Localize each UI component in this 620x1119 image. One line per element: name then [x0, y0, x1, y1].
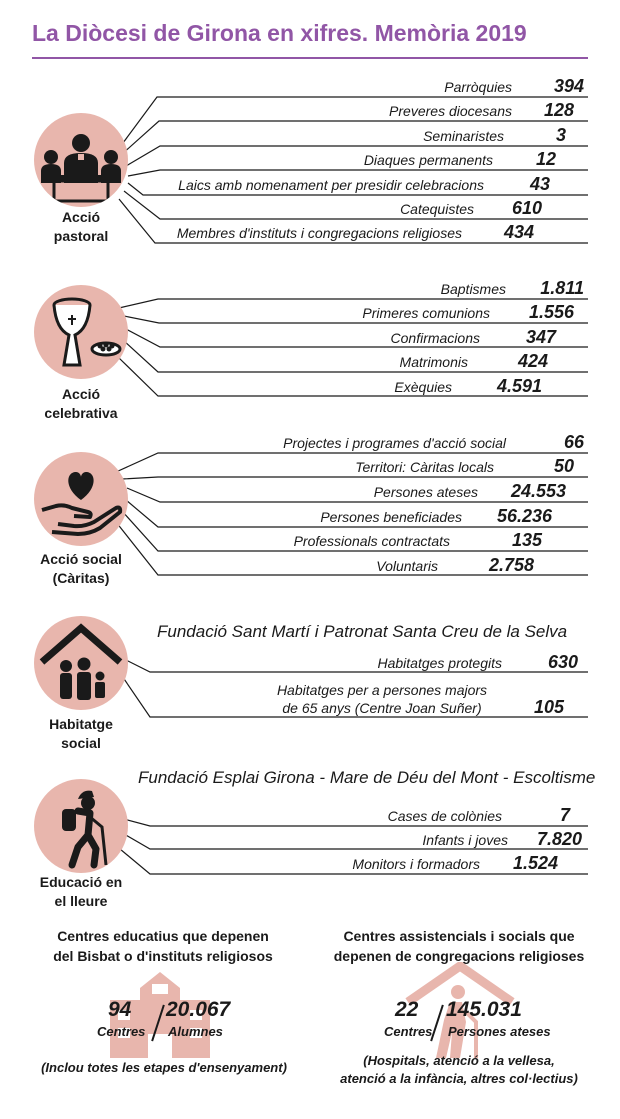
habitatge-org-title: Fundació Sant Martí i Patronat Santa Creu de la Selva [157, 622, 568, 641]
title-line: depenen de congregacions religioses [333, 948, 585, 964]
stat-value: 66 [563, 432, 584, 452]
stat-value: 3 [555, 125, 566, 145]
celebrativa-icon-circle [34, 285, 128, 379]
label-line: pastoral [53, 228, 109, 244]
label-line: Acció [61, 386, 101, 402]
care-centres-note [318, 1052, 600, 1088]
hiker-icon [34, 779, 128, 873]
schools-count: 94 [108, 998, 132, 1021]
stat-label: Preveres diocesans [389, 103, 512, 119]
stat-label: Exèquies [394, 379, 452, 395]
stat-value: 394 [553, 76, 584, 96]
stat-label: Persones ateses [373, 484, 478, 500]
heart-hand-icon [34, 452, 128, 546]
stat-value: 1.811 [540, 278, 584, 298]
people-served-caption: Persones ateses [448, 1024, 551, 1039]
stat-label: Seminaristes [423, 128, 504, 144]
page-title: La Diòcesi de Girona en xifres. Memòria 2019 [32, 20, 527, 46]
stat-label: Primeres comunions [362, 305, 490, 321]
stat-label: Baptismes [440, 281, 506, 297]
note-line: (Hospitals, atenció a la vellesa, [363, 1053, 555, 1068]
stat-value: 2.758 [488, 555, 534, 575]
stat-label: Habitatges protegits [377, 655, 502, 671]
stat-value: 1.524 [512, 853, 558, 873]
chalice-icon [34, 285, 128, 379]
stat-value: 1.556 [528, 302, 574, 322]
priest-icon [34, 113, 128, 207]
pastoral-section-label [16, 208, 146, 246]
social-section-label [16, 550, 146, 588]
stat-value: 610 [511, 198, 542, 218]
stat-value: 105 [533, 697, 564, 717]
schools-title [28, 926, 298, 966]
stat-value: 4.591 [496, 376, 542, 396]
students-count-caption: Alumnes [168, 1024, 223, 1039]
stat-label: Voluntaris [376, 558, 438, 574]
label-line: de 65 anys (Centre Joan Suñer) [282, 700, 482, 716]
stat-label: Infants i joves [422, 832, 508, 848]
lleure-section-label [16, 873, 146, 911]
stat-value: 135 [511, 530, 542, 550]
stat-label: Projectes i programes d'acció social [283, 435, 506, 451]
stat-label: Parròquies [444, 79, 512, 95]
stat-value: 424 [517, 351, 548, 371]
care-centres-title [318, 926, 600, 966]
label-line: celebrativa [44, 405, 118, 421]
stat-value: 43 [529, 174, 550, 194]
stat-value: 7 [559, 805, 570, 825]
label-line: Habitatge [49, 716, 113, 732]
social-icon-circle [34, 452, 128, 546]
stat-value: 347 [525, 327, 556, 347]
stat-label: Laics amb nomenament per presidir celebracions [178, 177, 484, 193]
label-line: Educació en [39, 874, 123, 890]
stat-value: 630 [547, 652, 578, 672]
stat-value: 128 [543, 100, 574, 120]
title-line: Centres educatius que depenen [57, 928, 269, 944]
care-centres-count: 22 [395, 998, 419, 1021]
label-line: Habitatges per a persones majors [276, 682, 488, 698]
label-line: Acció social [40, 551, 122, 567]
title-line: del Bisbat o d'instituts religiosos [53, 948, 273, 964]
schools-count-caption: Centres [97, 1024, 146, 1039]
habitatge-section-label [16, 715, 146, 753]
house-family-icon [34, 616, 128, 710]
students-count: 20.067 [166, 998, 231, 1021]
label-line: Acció [61, 209, 101, 225]
stat-label [262, 681, 502, 717]
stat-label: Professionals contractats [293, 533, 450, 549]
stat-value: 12 [535, 149, 556, 169]
schools-note: (Inclou totes les etapes d'ensenyament) [41, 1060, 287, 1075]
stat-label: Persones beneficiades [320, 509, 462, 525]
stat-value: 56.236 [496, 506, 552, 526]
stat-label: Cases de colònies [387, 808, 502, 824]
stat-value: 7.820 [536, 829, 582, 849]
note-line: atenció a la infància, altres col·lectius) [340, 1071, 578, 1086]
label-line: (Càritas) [52, 570, 110, 586]
pastoral-icon-circle [34, 113, 128, 207]
habitatge-icon-circle [34, 616, 128, 710]
care-centres-count-caption: Centres [384, 1024, 433, 1039]
people-served-count: 145.031 [446, 998, 522, 1021]
stat-label: Confirmacions [390, 330, 480, 346]
stat-label: Catequistes [400, 201, 474, 217]
stat-label: Monitors i formadors [352, 856, 480, 872]
label-line: social [61, 735, 101, 751]
stat-label: Diaques permanents [363, 152, 493, 168]
lleure-icon-circle [34, 779, 128, 873]
stat-label: Territori: Càritas locals [355, 459, 494, 475]
lleure-org-title: Fundació Esplai Girona - Mare de Déu del Mont - Escoltisme [138, 768, 596, 787]
stat-value: 24.553 [510, 481, 566, 501]
stat-value: 434 [503, 222, 534, 242]
label-line: el lleure [54, 893, 108, 909]
stat-label: Membres d'instituts i congregacions religioses [176, 225, 462, 241]
stat-value: 50 [553, 456, 574, 476]
title-line: Centres assistencials i socials que [343, 928, 575, 944]
celebrativa-section-label [16, 385, 146, 423]
stat-label: Matrimonis [399, 354, 468, 370]
